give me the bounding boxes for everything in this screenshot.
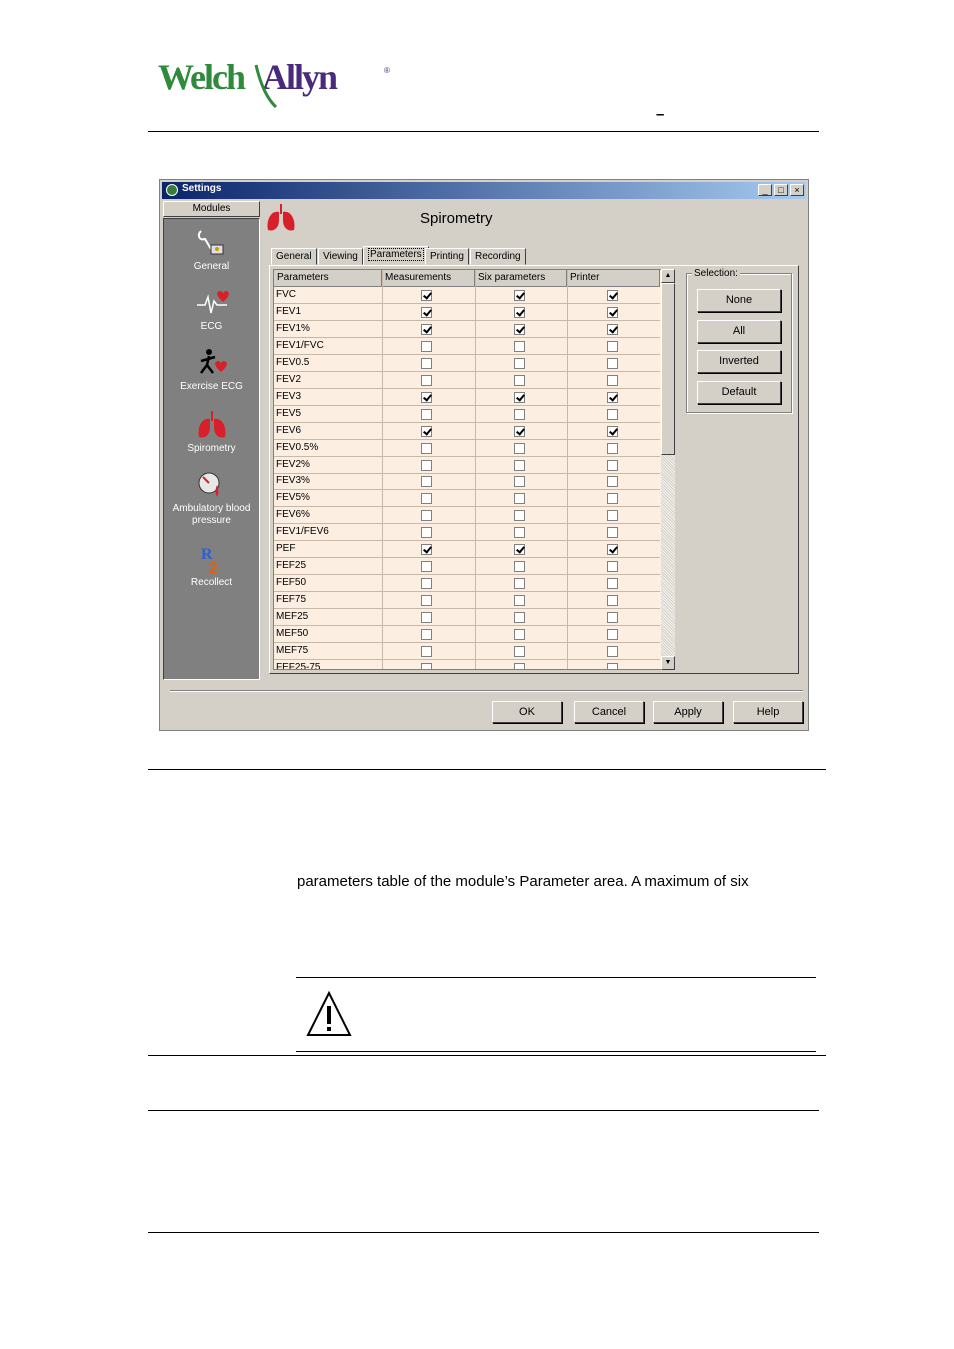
table-row[interactable] (274, 423, 660, 440)
modules-header: Modules (163, 201, 260, 217)
six-parameters-checkbox[interactable] (514, 544, 525, 555)
none-button[interactable]: None (697, 289, 781, 312)
module-recollect[interactable] (164, 543, 259, 588)
six-parameters-checkbox[interactable] (514, 460, 525, 471)
tab-general[interactable]: General (271, 248, 317, 265)
parameter-name: FEV1% (276, 322, 310, 334)
selection-label: Selection: (694, 268, 738, 279)
column-divider (382, 270, 383, 670)
parameter-name: MEF75 (276, 644, 309, 656)
body-paragraph: parameters table of the module’s Parameter area. A maximum of six (297, 873, 749, 890)
table-row[interactable] (274, 660, 660, 670)
section-rule (148, 1055, 826, 1056)
module-label: Ambulatory blood pressure (172, 503, 251, 526)
printer-checkbox[interactable] (607, 510, 618, 521)
module-label: General (193, 261, 230, 272)
table-scrollbar[interactable] (661, 269, 675, 670)
measurements-checkbox[interactable] (421, 612, 432, 623)
table-row[interactable] (274, 304, 660, 321)
svg-text:2: 2 (208, 560, 218, 575)
parameter-name: FVC (276, 289, 296, 300)
measurements-checkbox[interactable] (421, 358, 432, 369)
table-row[interactable] (274, 440, 660, 457)
printer-checkbox[interactable] (607, 409, 618, 420)
close-icon[interactable]: × (790, 184, 804, 196)
scroll-down-icon[interactable]: ▼ (661, 656, 675, 670)
module-ecg[interactable] (164, 287, 259, 332)
printer-checkbox[interactable] (607, 426, 618, 437)
measurements-checkbox[interactable] (421, 307, 432, 318)
table-header (274, 270, 660, 287)
footer-separator (170, 690, 803, 692)
blood-pressure-icon (195, 469, 229, 501)
table-row[interactable] (274, 321, 660, 338)
column-divider (475, 270, 476, 670)
table-row[interactable] (274, 541, 660, 558)
parameters-table (273, 269, 675, 670)
column-header-printer[interactable]: Printer (567, 270, 660, 287)
six-parameters-checkbox[interactable] (514, 443, 525, 454)
table-row[interactable] (274, 406, 660, 423)
parameter-name: FEV6% (276, 509, 310, 521)
inverted-button[interactable]: Inverted (697, 350, 781, 373)
column-header-parameters[interactable]: Parameters (274, 270, 382, 287)
lungs-icon (195, 409, 229, 441)
six-parameters-checkbox[interactable] (514, 409, 525, 420)
six-parameters-checkbox[interactable] (514, 290, 525, 301)
six-parameters-checkbox[interactable] (514, 375, 525, 386)
table-row[interactable] (274, 372, 660, 389)
settings-dialog (159, 179, 809, 731)
module-label: ECG (200, 321, 223, 332)
header-dash: – (656, 106, 665, 123)
measurements-checkbox[interactable] (421, 443, 432, 454)
printer-checkbox[interactable] (607, 460, 618, 471)
parameter-name: FEV1/FVC (276, 339, 324, 351)
table-row[interactable] (274, 473, 660, 490)
printer-checkbox[interactable] (607, 629, 618, 640)
printer-checkbox[interactable] (607, 527, 618, 538)
warning-icon (305, 990, 353, 1038)
six-parameters-checkbox[interactable] (514, 392, 525, 403)
measurements-checkbox[interactable] (421, 392, 432, 403)
column-divider (567, 270, 568, 670)
printer-checkbox[interactable] (607, 392, 618, 403)
six-parameters-checkbox[interactable] (514, 493, 525, 504)
six-parameters-checkbox[interactable] (514, 476, 525, 487)
six-parameters-checkbox[interactable] (514, 307, 525, 318)
printer-checkbox[interactable] (607, 307, 618, 318)
title-bar[interactable] (162, 182, 806, 199)
table-row[interactable] (274, 592, 660, 609)
parameter-name: FEV1/FEV6 (276, 526, 329, 538)
module-label: Recollect (190, 577, 233, 588)
parameter-name: PEF (276, 543, 296, 555)
general-icon (195, 227, 229, 259)
module-general[interactable] (164, 227, 259, 272)
six-parameters-checkbox[interactable] (514, 646, 525, 657)
section-rule (148, 769, 826, 770)
parameter-name: FEV3% (276, 475, 310, 487)
table-row[interactable] (274, 457, 660, 474)
parameter-name: FEV2 (276, 373, 302, 385)
warning-top-rule (296, 977, 816, 978)
parameter-name: FEV1 (276, 305, 302, 317)
six-parameters-checkbox[interactable] (514, 358, 525, 369)
panel-title: Spirometry (420, 210, 493, 227)
header-rule (148, 131, 819, 132)
module-exercise-ecg[interactable] (164, 347, 259, 392)
svg-text:Welch: Welch (158, 57, 244, 97)
minimize-icon[interactable]: _ (758, 184, 772, 196)
lungs-icon (264, 202, 298, 234)
ecg-icon (195, 287, 229, 319)
parameter-name: FEV5 (276, 407, 302, 419)
help-button[interactable]: Help (733, 701, 803, 723)
svg-text:Allyn: Allyn (262, 57, 337, 97)
table-row[interactable] (274, 355, 660, 372)
six-parameters-checkbox[interactable] (514, 612, 525, 623)
apply-button[interactable]: Apply (653, 701, 723, 723)
table-row[interactable] (274, 287, 660, 304)
six-parameters-checkbox[interactable] (514, 527, 525, 538)
svg-text:®: ® (384, 66, 390, 75)
six-parameters-checkbox[interactable] (514, 663, 525, 670)
section-rule (148, 1110, 819, 1111)
cancel-button[interactable]: Cancel (574, 701, 644, 723)
footer-rule (148, 1232, 819, 1233)
six-parameters-checkbox[interactable] (514, 578, 525, 589)
measurements-checkbox[interactable] (421, 663, 432, 670)
warning-bottom-rule (296, 1051, 816, 1052)
printer-checkbox[interactable] (607, 290, 618, 301)
app-icon (166, 184, 178, 196)
six-parameters-checkbox[interactable] (514, 426, 525, 437)
table-row[interactable] (274, 626, 660, 643)
tab-recording[interactable]: Recording (470, 248, 526, 265)
printer-checkbox[interactable] (607, 663, 618, 670)
six-parameters-checkbox[interactable] (514, 561, 525, 572)
measurements-checkbox[interactable] (421, 510, 432, 521)
printer-checkbox[interactable] (607, 561, 618, 572)
printer-checkbox[interactable] (607, 595, 618, 606)
table-row[interactable] (274, 609, 660, 626)
printer-checkbox[interactable] (607, 612, 618, 623)
parameter-name: FEF50 (276, 577, 307, 589)
six-parameters-checkbox[interactable] (514, 341, 525, 352)
measurements-checkbox[interactable] (421, 493, 432, 504)
parameter-name: FEF75 (276, 594, 307, 606)
printer-checkbox[interactable] (607, 358, 618, 369)
tab-label: Parameters (370, 249, 422, 260)
printer-checkbox[interactable] (607, 493, 618, 504)
measurements-checkbox[interactable] (421, 409, 432, 420)
table-row[interactable] (274, 524, 660, 541)
tab-viewing[interactable]: Viewing (318, 248, 363, 265)
measurements-checkbox[interactable] (421, 341, 432, 352)
parameter-name: MEF50 (276, 628, 309, 639)
column-header-measurements[interactable]: Measurements (382, 270, 475, 287)
ok-button[interactable]: OK (492, 701, 562, 723)
measurements-checkbox[interactable] (421, 629, 432, 640)
measurements-checkbox[interactable] (421, 324, 432, 335)
tab-printing[interactable]: Printing (425, 248, 469, 265)
parameter-name: FEV3 (276, 390, 302, 402)
scroll-up-icon[interactable]: ▲ (661, 269, 675, 283)
printer-checkbox[interactable] (607, 375, 618, 386)
measurements-checkbox[interactable] (421, 578, 432, 589)
recollect-icon (195, 543, 229, 575)
measurements-checkbox[interactable] (421, 375, 432, 386)
parameter-name: FEF25-75 (276, 661, 321, 670)
welch-allyn-logo (158, 55, 398, 110)
module-ambulatory-blood-pressure[interactable] (164, 469, 259, 527)
parameter-name: FEF25 (276, 560, 307, 572)
measurements-checkbox[interactable] (421, 561, 432, 572)
table-row[interactable] (274, 575, 660, 592)
parameter-name: MEF25 (276, 611, 309, 623)
parameter-name: FEV0.5% (276, 441, 319, 453)
exercise-ecg-icon (195, 347, 229, 379)
tab-parameters[interactable] (363, 246, 429, 266)
default-button[interactable]: Default (697, 381, 781, 404)
maximize-icon[interactable]: □ (774, 184, 788, 196)
measurements-checkbox[interactable] (421, 426, 432, 437)
measurements-checkbox[interactable] (421, 544, 432, 555)
all-button[interactable]: All (697, 320, 781, 343)
six-parameters-checkbox[interactable] (514, 595, 525, 606)
module-label: Spirometry (187, 443, 236, 454)
table-row[interactable] (274, 490, 660, 507)
table-row[interactable] (274, 338, 660, 355)
column-header-six-parameters[interactable]: Six parameters (475, 270, 567, 287)
measurements-checkbox[interactable] (421, 527, 432, 538)
modules-panel (163, 218, 260, 680)
measurements-checkbox[interactable] (421, 476, 432, 487)
six-parameters-checkbox[interactable] (514, 324, 525, 335)
table-row[interactable] (274, 558, 660, 575)
measurements-checkbox[interactable] (421, 595, 432, 606)
measurements-checkbox[interactable] (421, 290, 432, 301)
six-parameters-checkbox[interactable] (514, 629, 525, 640)
scroll-thumb[interactable] (661, 283, 675, 455)
svg-text:R: R (200, 546, 213, 563)
window-title: Settings (182, 183, 222, 194)
parameter-name: FEV6 (276, 424, 302, 436)
printer-checkbox[interactable] (607, 443, 618, 454)
measurements-checkbox[interactable] (421, 646, 432, 657)
printer-checkbox[interactable] (607, 578, 618, 589)
module-spirometry[interactable] (164, 409, 259, 454)
printer-checkbox[interactable] (607, 646, 618, 657)
printer-checkbox[interactable] (607, 341, 618, 352)
printer-checkbox[interactable] (607, 476, 618, 487)
printer-checkbox[interactable] (607, 544, 618, 555)
module-label: Exercise ECG (180, 381, 243, 392)
printer-checkbox[interactable] (607, 324, 618, 335)
measurements-checkbox[interactable] (421, 460, 432, 471)
parameter-name: FEV0.5 (276, 356, 310, 368)
table-row[interactable] (274, 643, 660, 660)
parameter-name: FEV5% (276, 492, 310, 504)
table-row[interactable] (274, 389, 660, 406)
parameter-name: FEV2% (276, 458, 310, 470)
six-parameters-checkbox[interactable] (514, 510, 525, 521)
table-row[interactable] (274, 507, 660, 524)
